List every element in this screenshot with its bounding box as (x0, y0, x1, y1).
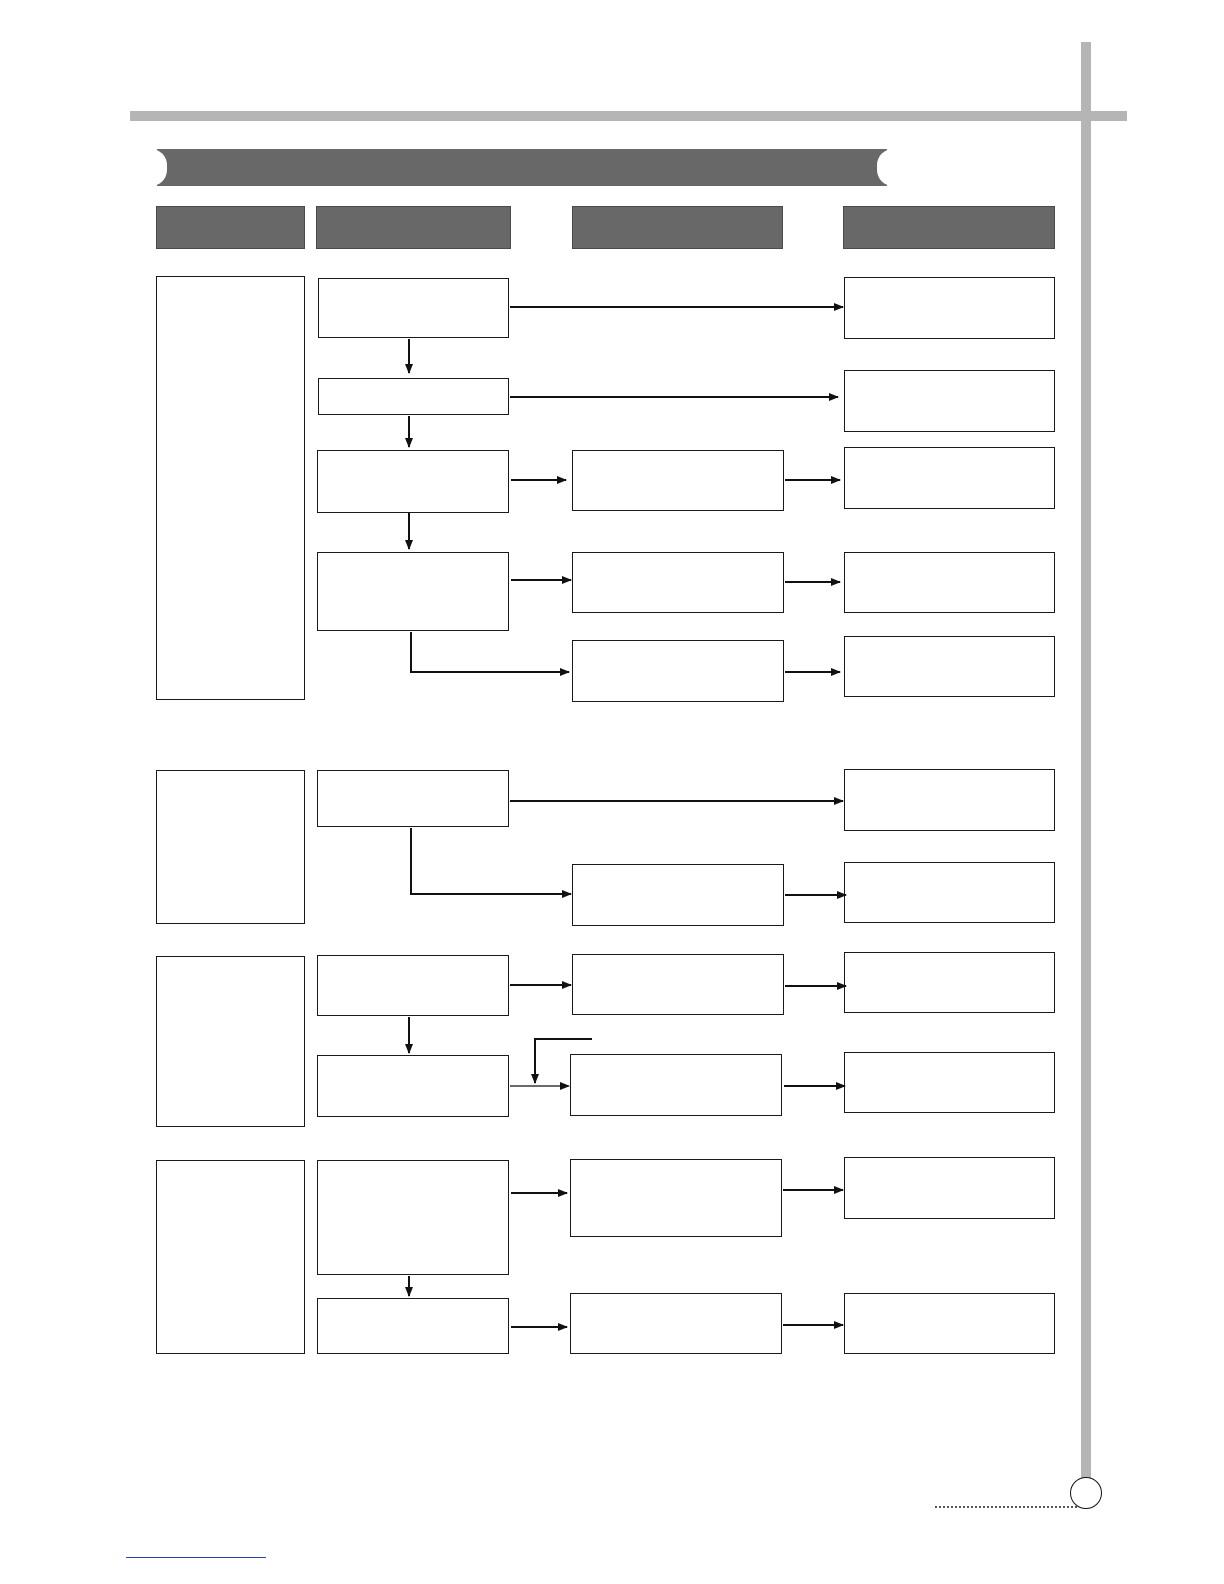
arrow (411, 632, 569, 672)
footer-dotted-line (935, 1506, 1077, 1508)
arrow (411, 828, 571, 894)
footer-link-underline (126, 1557, 266, 1558)
page-number (1070, 1477, 1102, 1509)
arrow (535, 1039, 592, 1083)
